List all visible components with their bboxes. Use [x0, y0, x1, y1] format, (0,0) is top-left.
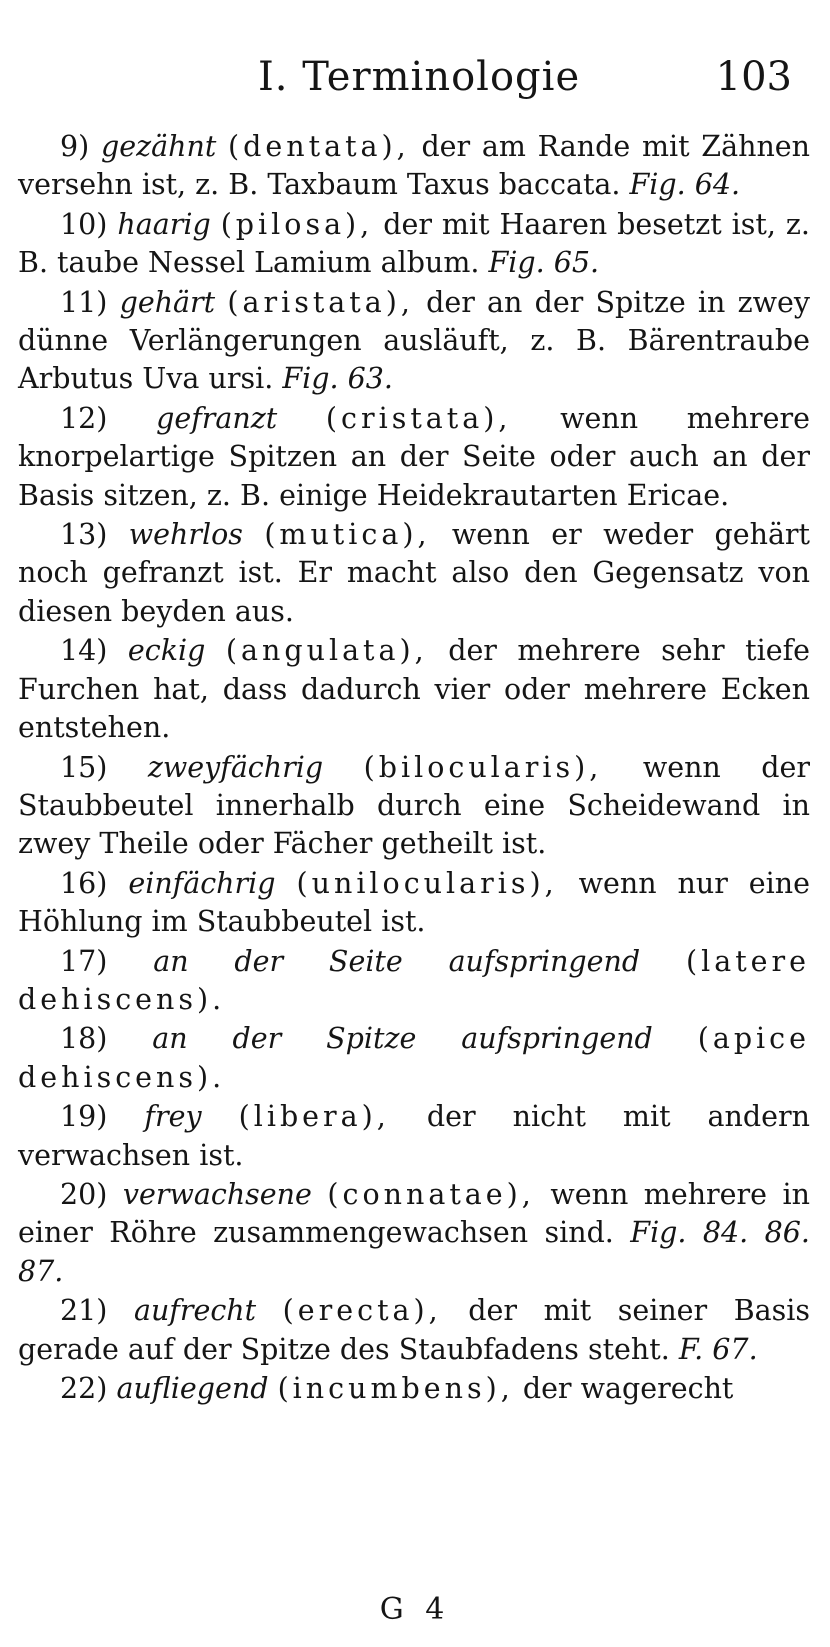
figure-reference: F. 67.	[678, 1332, 758, 1366]
entry-term: aufliegend	[116, 1372, 269, 1405]
entry-text: der an der Spitze in zwey dünne Verlängerungen ausläuft, z. B. Bärentraube Arbutus Uva ursi.	[18, 285, 810, 396]
entry-term: gefranzt	[156, 401, 278, 435]
entry-number: 11)	[60, 285, 108, 319]
entry-17	[18, 943, 810, 1020]
entry-text: der mehrere sehr tiefe Furchen hat, dass dadurch vier oder mehrere Ecken entstehen.	[18, 634, 810, 745]
entry-number: 16)	[60, 866, 108, 900]
figure-reference: Fig. 84. 86. 87.	[18, 1216, 810, 1288]
entry-latin: (aristata),	[227, 285, 414, 319]
entry-text: der mit Haaren besetzt ist, z. B. taube Nessel Lamium album.	[18, 207, 810, 280]
entry-term: frey	[144, 1100, 202, 1134]
entry-number: 14)	[60, 634, 108, 668]
entry-term: an der Spitze aufspringend	[152, 1022, 653, 1056]
entry-latin: (mutica),	[264, 518, 431, 552]
entry-number: 22)	[60, 1372, 108, 1405]
entry-number: 12)	[60, 401, 108, 435]
entry-11	[18, 284, 810, 399]
entry-15	[18, 749, 810, 864]
entry-latin: (latere dehiscens).	[18, 944, 811, 1016]
entry-text: wenn der Staubbeutel innerhalb durch eine Scheidewand in zwey Theile oder Fächer getheilt ist.	[18, 750, 811, 861]
entry-text: der nicht mit andern verwachsen ist.	[18, 1100, 810, 1172]
entry-term: einfächrig	[128, 866, 276, 900]
entry-term: haarig	[117, 207, 211, 241]
entry-text: wenn mehrere knorpelartige Spitzen an der Seite oder auch an der Basis sitzen, z. B. einige Heidekrautarten Ericae.	[18, 401, 811, 512]
entry-latin: (libera),	[238, 1100, 390, 1134]
entry-text: wenn nur eine Höhlung im Staubbeutel ist.	[18, 866, 811, 939]
figure-reference: Fig. 63.	[282, 362, 393, 396]
entry-term: verwachsene	[122, 1177, 312, 1211]
entry-latin: (apice dehiscens).	[18, 1022, 811, 1094]
chapter-title: I. Terminologie	[258, 54, 581, 100]
entry-latin: (erecta),	[282, 1294, 442, 1328]
entry-text: der mit seiner Basis gerade auf der Spitze des Staubfadens steht.	[18, 1294, 811, 1366]
entry-text: der wagerecht	[513, 1372, 734, 1405]
entry-22	[18, 1370, 810, 1408]
entry-term: an der Seite aufspringend	[153, 944, 641, 978]
entry-term: eckig	[127, 634, 206, 668]
entry-number: 19)	[60, 1100, 108, 1134]
entry-number: 15)	[60, 750, 108, 784]
entry-12	[18, 400, 810, 515]
entry-21	[18, 1292, 810, 1369]
running-head	[0, 54, 830, 114]
page-number: 103	[715, 54, 792, 100]
entry-number: 17)	[60, 944, 108, 978]
entry-term: zweyfächrig	[147, 750, 324, 784]
entry-16	[18, 865, 810, 942]
entry-14	[18, 632, 810, 747]
entry-latin: (angulata),	[225, 634, 428, 668]
entry-text: der am Rande mit Zähnen versehn ist, z. B. Taxbaum Taxus baccata.	[18, 130, 811, 202]
figure-reference: Fig. 65.	[488, 246, 600, 280]
entry-number: 10)	[60, 207, 108, 241]
entry-10	[18, 206, 810, 283]
entry-number: 9)	[60, 130, 90, 163]
entry-latin: (incumbens),	[277, 1372, 514, 1405]
entry-9	[18, 128, 810, 205]
entry-number: 13)	[60, 518, 108, 552]
entry-latin: (bilocularis),	[363, 750, 603, 784]
entry-term: gehärt	[119, 285, 216, 319]
entry-latin: (dentata),	[228, 130, 410, 163]
entry-term: gezähnt	[101, 130, 217, 163]
entry-19	[18, 1098, 810, 1175]
entry-latin: (cristata),	[325, 401, 512, 435]
entry-term: aufrecht	[133, 1294, 257, 1328]
entry-number: 20)	[60, 1177, 108, 1211]
entry-latin: (pilosa),	[220, 207, 374, 241]
entry-term: wehrlos	[128, 518, 243, 552]
entry-20	[18, 1176, 810, 1291]
figure-reference: Fig. 64.	[629, 168, 741, 202]
entry-text: wenn mehrere in einer Röhre zusammengewachsen sind.	[18, 1177, 810, 1250]
entry-number: 18)	[60, 1022, 108, 1056]
entry-latin: (connatae),	[327, 1177, 535, 1211]
entry-latin: (unilocularis),	[296, 866, 558, 900]
body-text	[18, 128, 810, 1409]
entry-text: wenn er weder gehärt noch gefranzt ist. Er macht also den Gegensatz von diesen beyden aus.	[18, 518, 811, 628]
signature-mark: G 4	[379, 1592, 451, 1627]
entry-18	[18, 1020, 810, 1097]
entry-number: 21)	[60, 1294, 108, 1328]
entry-13	[18, 516, 810, 631]
